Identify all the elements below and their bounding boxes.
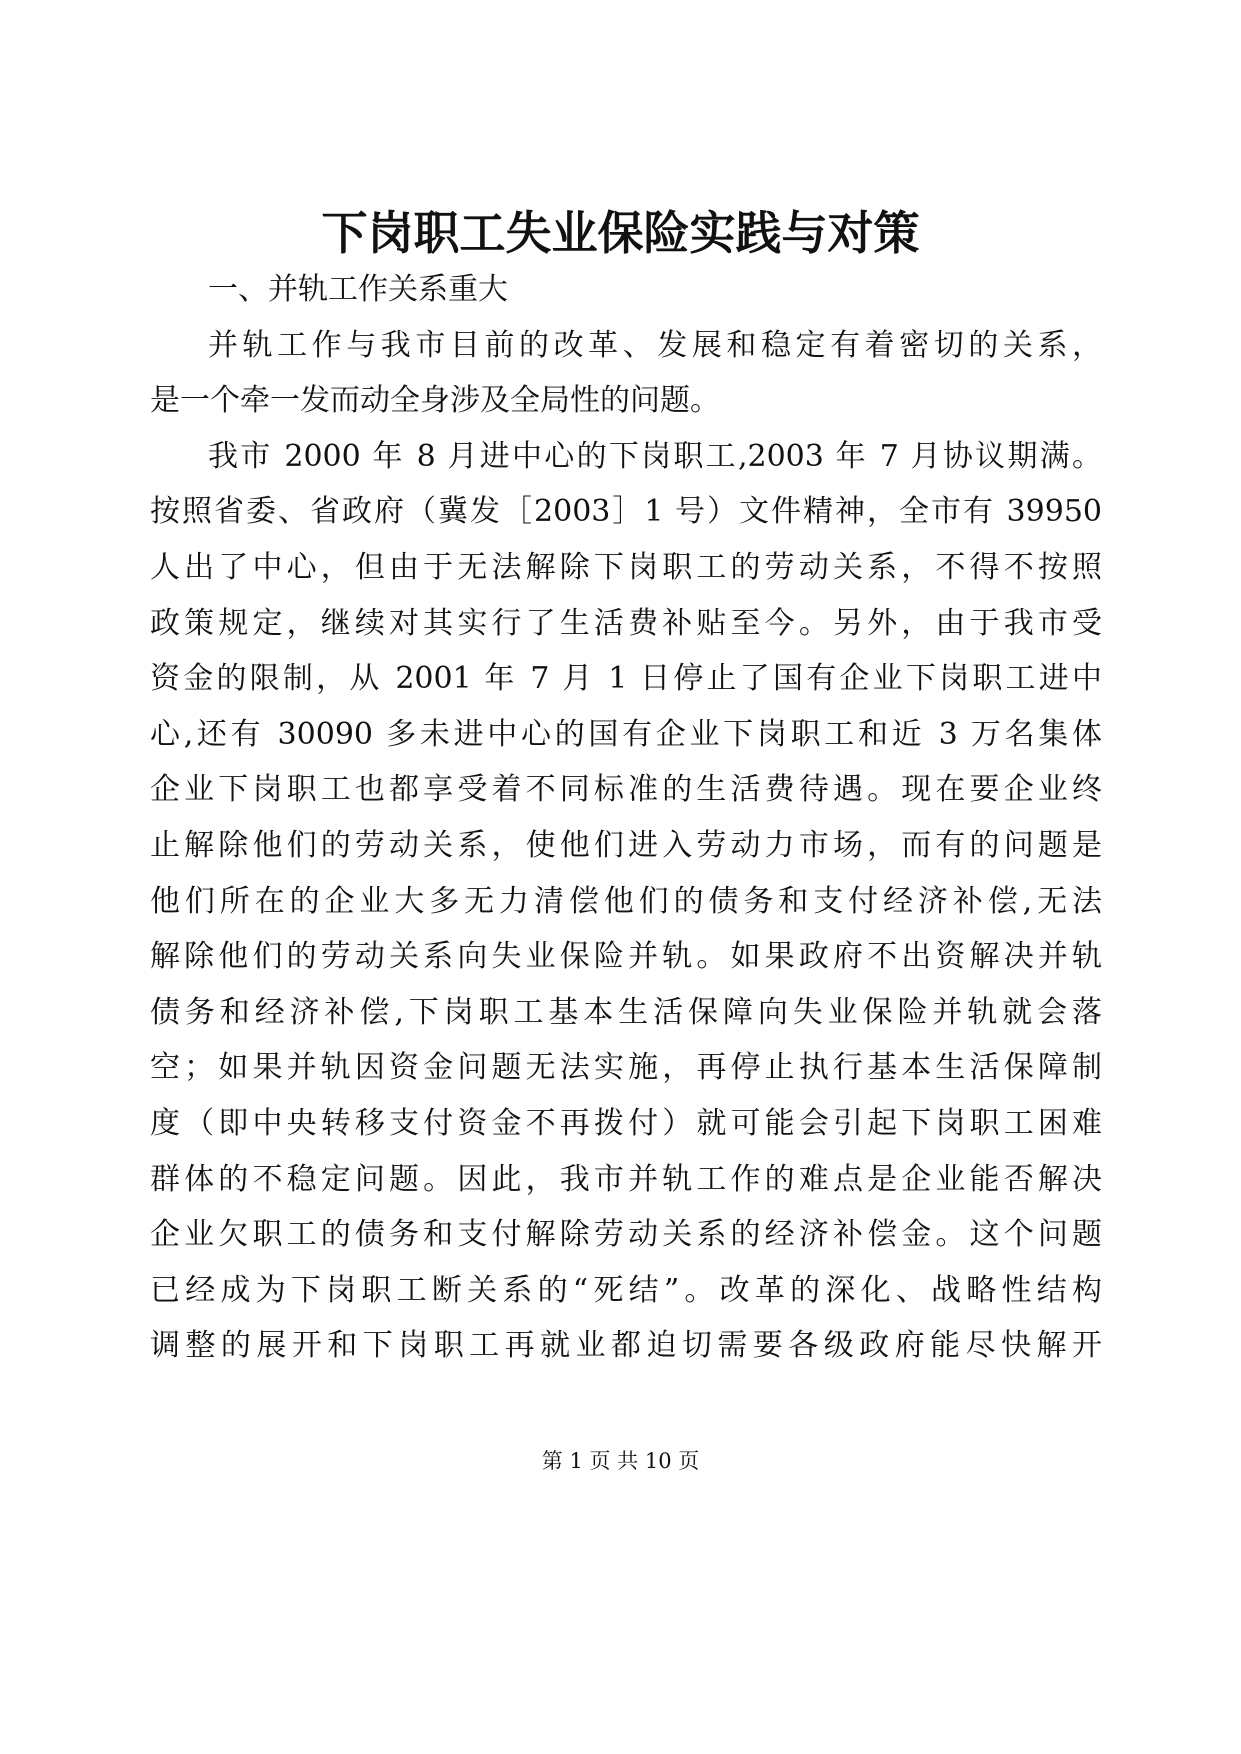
text-line: 企业欠职工的债务和支付解除劳动关系的经济补偿金。这个问题 [150,1217,1102,1253]
text-line: 群体的不稳定问题。因此，我市并轨工作的难点是企业能否解决 [150,1161,1102,1197]
text-line: 他们所在的企业大多无力清偿他们的债务和支付经济补偿,无法 [150,883,1102,919]
text-line: 债务和经济补偿,下岗职工基本生活保障向失业保险并轨就会落 [150,994,1102,1030]
text-line: 调整的展开和下岗职工再就业都迫切需要各级政府能尽快解开 [150,1328,1102,1364]
text-line: 度（即中央转移支付资金不再拨付）就可能会引起下岗职工困难 [150,1105,1102,1141]
text-line: 是一个牵一发而动全身涉及全局性的问题。 [150,383,720,419]
text-line: 空；如果并轨因资金问题无法实施，再停止执行基本生活保障制 [150,1050,1102,1086]
text-line: 止解除他们的劳动关系，使他们进入劳动力市场，而有的问题是 [150,827,1102,863]
text-line: 人出了中心，但由于无法解除下岗职工的劳动关系，不得不按照 [150,549,1102,585]
text-line: 并轨工作与我市目前的改革、发展和稳定有着密切的关系， [208,327,1102,363]
text-line: 政策规定，继续对其实行了生活费补贴至今。另外，由于我市受 [150,605,1102,641]
text-line: 一、并轨工作关系重大 [208,272,508,307]
text-line: 按照省委、省政府（冀发［2003］1 号）文件精神，全市有 39950 [150,494,1102,530]
text-line: 我市 2000 年 8 月进中心的下岗职工,2003 年 7 月协议期满。 [208,438,1102,474]
text-line: 资金的限制，从 2001 年 7 月 1 日停止了国有企业下岗职工进中 [150,661,1102,697]
text-line: 企业下岗职工也都享受着不同标准的生活费待遇。现在要企业终 [150,772,1102,808]
page-footer: 第 1 页 共 10 页 [541,1449,700,1473]
text-line: 解除他们的劳动关系向失业保险并轨。如果政府不出资解决并轨 [150,939,1102,975]
text-line: 已经成为下岗职工断关系的“死结”。改革的深化、战略性结构 [150,1272,1102,1308]
document-body [150,262,1102,1374]
document-title: 下岗职工失业保险实践与对策 [321,206,920,260]
text-line: 心,还有 30090 多未进中心的国有企业下岗职工和近 3 万名集体 [150,716,1102,752]
